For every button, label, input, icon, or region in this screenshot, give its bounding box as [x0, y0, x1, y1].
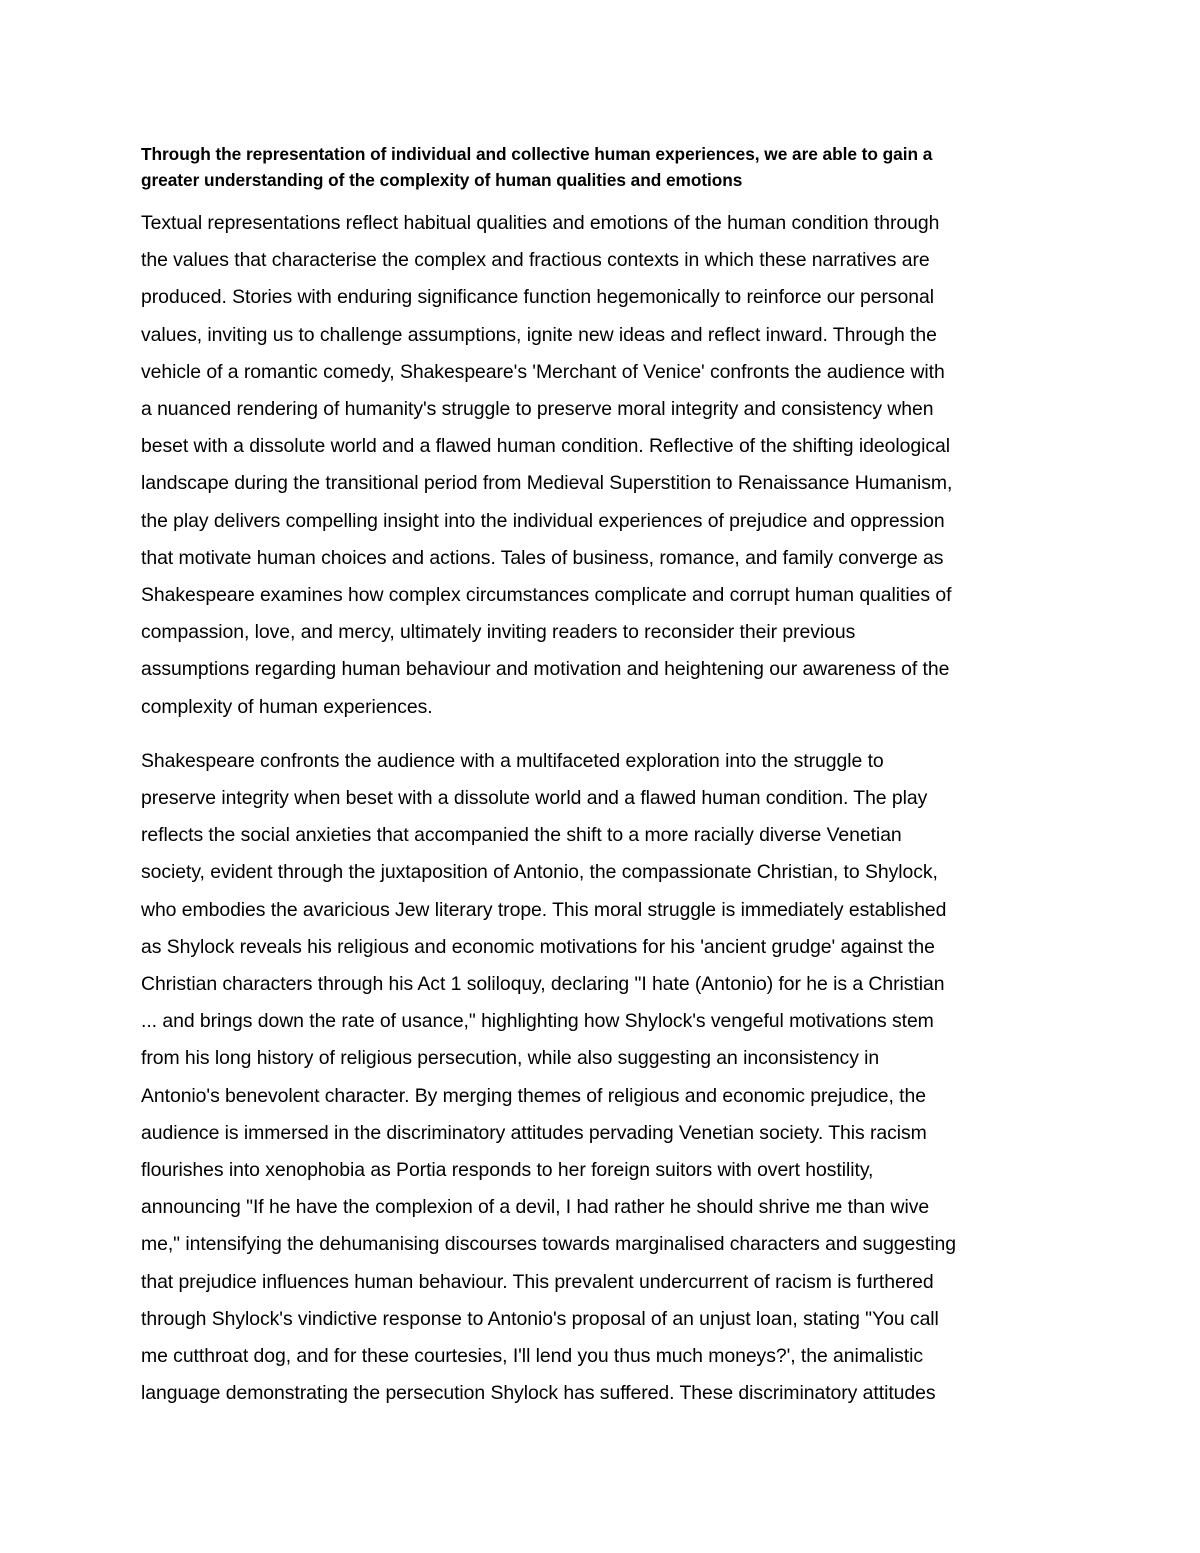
paragraph-line: who embodies the avaricious Jew literary trope. This moral struggle is immediately established — [141, 898, 947, 921]
paragraph-line: that motivate human choices and actions. Tales of business, romance, and family converge as — [141, 546, 944, 569]
paragraph-line: the play delivers compelling insight into the individual experiences of prejudice and oppression — [141, 509, 945, 532]
paragraph-line: complexity of human experiences. — [141, 695, 433, 718]
paragraph-line: ... and brings down the rate of usance," highlighting how Shylock's vengeful motivations stem — [141, 1010, 934, 1033]
paragraph-line: preserve integrity when beset with a dissolute world and a flawed human condition. The play — [141, 787, 928, 810]
paragraph-line: assumptions regarding human behaviour and motivation and heightening our awareness of the — [141, 658, 950, 681]
paragraph-line: me," intensifying the dehumanising discourses towards marginalised characters and suggesting — [141, 1233, 956, 1256]
paragraph-line: through Shylock's vindictive response to Antonio's proposal of an unjust loan, stating "You call — [141, 1307, 939, 1330]
paragraph-line: Textual representations reflect habitual qualities and emotions of the human condition through — [141, 212, 940, 234]
paragraph-line: audience is immersed in the discriminatory attitudes pervading Venetian society. This racism — [141, 1121, 927, 1144]
paragraph-line: Antonio's benevolent character. By merging themes of religious and economic prejudice, the — [141, 1084, 926, 1107]
paragraph-line: beset with a dissolute world and a flawed human condition. Reflective of the shifting ideological — [141, 435, 950, 458]
paragraph-line: compassion, love, and mercy, ultimately inviting readers to reconsider their previous — [141, 621, 856, 644]
paragraph-line: me cutthroat dog, and for these courtesies, I'll lend you thus much moneys?', the animalistic — [141, 1345, 924, 1368]
paragraph-line: Christian characters through his Act 1 soliloquy, declaring "I hate (Antonio) for he is a Christian — [141, 973, 945, 996]
paragraph-line: vehicle of a romantic comedy, Shakespeare's 'Merchant of Venice' confronts the audience with — [141, 360, 945, 383]
paragraph-line: announcing "If he have the complexion of a devil, I had rather he should shrive me than wive — [141, 1196, 930, 1219]
heading-line: greater understanding of the complexity of human qualities and emotions — [141, 170, 743, 190]
paragraph-line: that prejudice influences human behaviour. This prevalent undercurrent of racism is furthered — [141, 1270, 934, 1293]
paragraph-line: Shakespeare examines how complex circumstances complicate and corrupt human qualities of — [141, 584, 952, 607]
paragraph-line: landscape during the transitional period from Medieval Superstition to Renaissance Humanism, — [141, 472, 953, 495]
paragraph-line: produced. Stories with enduring significance function hegemonically to reinforce our personal — [141, 286, 934, 309]
essay-body — [141, 141, 1061, 1430]
heading-line: Through the representation of individual and collective human experiences, we are able to gain a — [141, 144, 933, 164]
paragraph-line: the values that characterise the complex and fractious contexts in which these narratives are — [141, 249, 930, 272]
paragraph-line: reflects the social anxieties that accompanied the shift to a more racially diverse Venetian — [141, 824, 902, 847]
paragraph-line: flourishes into xenophobia as Portia responds to her foreign suitors with overt hostility, — [141, 1159, 874, 1182]
paragraph-line: society, evident through the juxtaposition of Antonio, the compassionate Christian, to Shylock, — [141, 861, 938, 884]
paragraph-line: a nuanced rendering of humanity's struggle to preserve moral integrity and consistency when — [141, 398, 934, 421]
essay-heading — [141, 141, 1061, 193]
paragraph-body — [141, 743, 1061, 1413]
paragraph-line: Shakespeare confronts the audience with a multifaceted exploration into the struggle to — [141, 749, 884, 772]
paragraph-line: from his long history of religious persecution, while also suggesting an inconsistency in — [141, 1047, 880, 1070]
paragraph-line: values, inviting us to challenge assumptions, ignite new ideas and reflect inward. Through the — [141, 323, 937, 346]
paragraph-introduction — [141, 205, 1061, 726]
paragraph-line: language demonstrating the persecution Shylock has suffered. These discriminatory attitudes — [141, 1382, 936, 1405]
paragraph-line: as Shylock reveals his religious and economic motivations for his 'ancient grudge' against the — [141, 935, 935, 958]
